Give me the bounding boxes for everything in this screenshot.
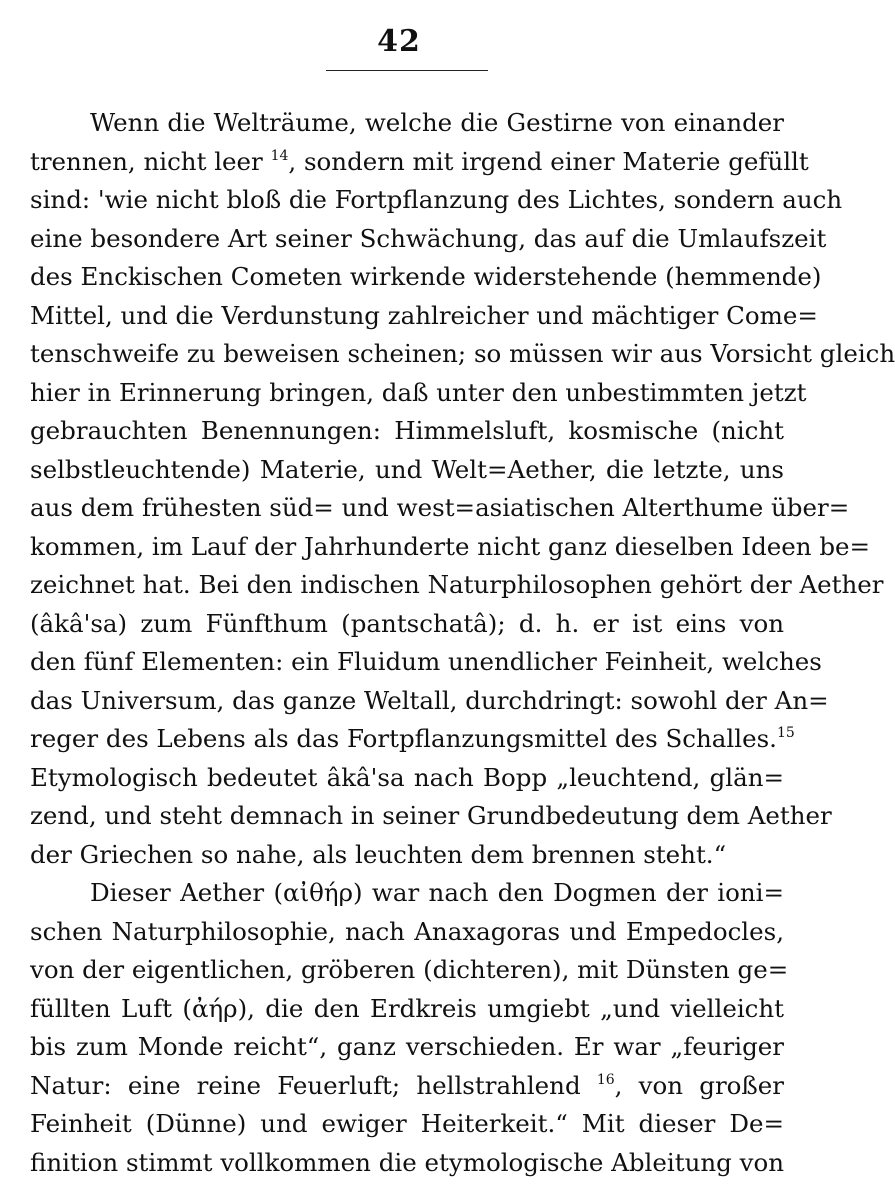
text-line: tenschweife zu beweisen scheinen; so müssen wir aus Vorsicht gleich xyxy=(30,339,895,368)
text-line: Dieser Aether (αἰθήρ) war nach den Dogmen der ioni= xyxy=(90,878,784,907)
text-line: das Universum, das ganze Weltall, durchdringt: sowohl der An= xyxy=(30,685,829,715)
header-rule xyxy=(326,70,488,71)
text-line: finition stimmt vollkommen die etymologische Ableitung von xyxy=(30,1147,784,1177)
footnote-reference: 14 xyxy=(270,147,289,164)
text-line: bis zum Monde reicht“, ganz verschieden. Er war „feuriger xyxy=(30,1032,784,1061)
text-segment: , von großer xyxy=(614,1070,784,1100)
text-line: Etymologisch bedeutet âkâ'sa nach Bopp „leuchtend, glän= xyxy=(30,762,784,792)
text-line: Feinheit (Dünne) und ewiger Heiterkeit.“ Mit dieser De= xyxy=(30,1109,784,1138)
footnote-reference: 15 xyxy=(776,725,795,741)
text-line xyxy=(30,143,809,182)
text-line: zend, und steht demnach in seiner Grundbedeutung dem Aether xyxy=(30,801,832,830)
text-line: schen Naturphilosophie, nach Anaxagoras und Empedocles, xyxy=(30,916,784,946)
text-line xyxy=(30,720,795,759)
text-line: der Griechen so nahe, als leuchten dem brennen steht.“ xyxy=(30,839,727,869)
text-line: sind: 'wie nicht bloß die Fortpflanzung des Lichtes, sondern auch xyxy=(30,185,843,214)
text-line: kommen, im Lauf der Jahrhunderte nicht ganz dieselben Ideen be= xyxy=(30,531,871,561)
text-line: Mittel, und die Verdunstung zahlreicher und mächtiger Come= xyxy=(30,300,818,330)
text-segment: , sondern mit irgend einer Materie gefüllt xyxy=(288,146,809,176)
text-line: den fünf Elementen: ein Fluidum unendlicher Feinheit, welches xyxy=(30,647,822,676)
text-line: eine besondere Art seiner Schwächung, das auf die Umlaufszeit xyxy=(30,223,827,253)
text-line: gebrauchten Benennungen: Himmelsluft, kosmische (nicht xyxy=(30,416,784,445)
text-line: Wenn die Welträume, welche die Gestirne von einander xyxy=(90,108,784,137)
text-line: von der eigentlichen, gröberen (dichteren), mit Dünsten ge= xyxy=(30,955,789,984)
text-segment: Natur: eine reine Feuerluft; hellstrahlend xyxy=(30,1070,597,1100)
text-line: selbstleuchtende) Materie, und Welt=Aether, die letzte, uns xyxy=(30,454,784,484)
page-number: 42 xyxy=(377,24,421,59)
text-line: aus dem frühesten süd= und west=asiatischen Alterthume über= xyxy=(30,493,850,522)
text-segment: reger des Lebens als das Fortpflanzungsmittel des Schalles. xyxy=(30,724,777,753)
text-line: des Enckischen Cometen wirkende widerstehende (hemmende) xyxy=(30,262,822,291)
text-segment: trennen, nicht leer xyxy=(30,146,271,176)
text-line xyxy=(30,1067,784,1106)
footnote-reference: 16 xyxy=(596,1071,615,1088)
text-line: (âkâ'sa) zum Fünfthum (pantschatâ); d. h. er ist eins von xyxy=(30,608,784,638)
body-text xyxy=(30,104,895,1182)
text-line: füllten Luft (ἀήρ), die den Erdkreis umgiebt „und vielleicht xyxy=(30,993,784,1023)
text-line: hier in Erinnerung bringen, daß unter den unbestimmten jetzt xyxy=(30,377,807,407)
text-line: zeichnet hat. Bei den indischen Naturphilosophen gehört der Aether xyxy=(30,570,884,599)
